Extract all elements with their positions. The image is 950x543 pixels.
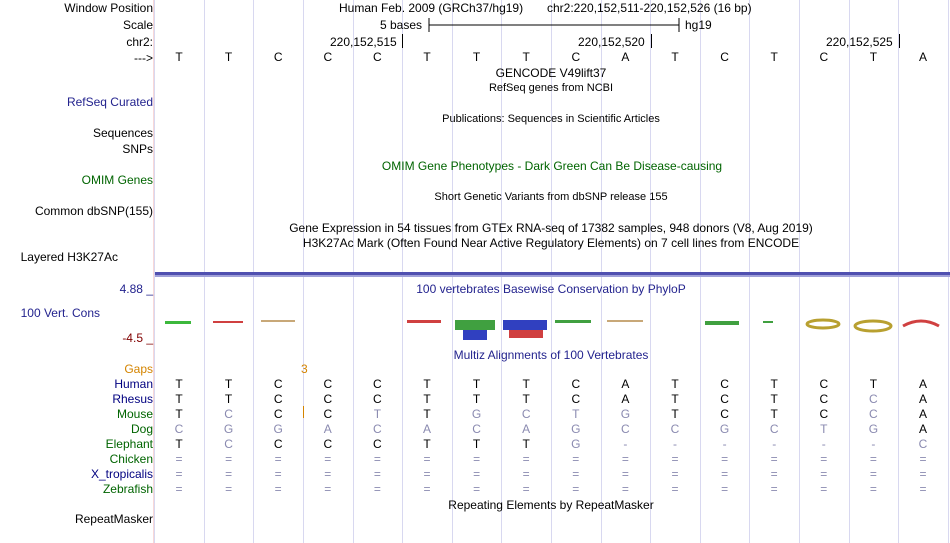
alignment-base: = <box>869 467 877 481</box>
alignment-base: T <box>423 437 431 451</box>
alignment-base: C <box>571 392 581 406</box>
alignment-base: = <box>522 467 530 481</box>
alignment-base: - <box>871 437 876 451</box>
alignment-base: C <box>621 422 630 436</box>
assembly-text: Human Feb. 2009 (GRCh37/hg19) <box>339 1 524 15</box>
species-label: Elephant <box>105 437 153 451</box>
alignment-base: T <box>373 407 382 421</box>
alignment-base: C <box>571 377 581 391</box>
alignment-base: C <box>720 407 729 421</box>
alignment-base: = <box>721 467 729 481</box>
alignment-base: = <box>225 452 233 466</box>
track-label-dbsnp[interactable]: Common dbSNP(155) <box>34 204 153 218</box>
reference-base: T <box>522 50 530 64</box>
alignment-base: - <box>673 437 677 451</box>
omim-title: OMIM Gene Phenotypes - Dark Green Can Be Disease-causing <box>381 159 723 173</box>
species-label: Rhesus <box>112 392 153 406</box>
alignment-base: = <box>225 467 233 481</box>
reference-base: C <box>819 50 829 64</box>
alignment-base: = <box>373 467 381 481</box>
gtex-title: Gene Expression in 54 tissues from GTEx RNA-seq of 17382 samples, 948 donors (V8, Aug 2019) <box>289 221 813 235</box>
db-text: hg19 <box>685 18 712 32</box>
alignment-base: C <box>720 392 729 406</box>
species-label: Zebrafish <box>102 482 153 496</box>
alignment-base: = <box>423 467 431 481</box>
species-label: Dog <box>130 422 153 436</box>
alignment-base: A <box>422 422 431 436</box>
alignment-base: C <box>224 407 233 421</box>
alignment-base: A <box>918 407 927 421</box>
alignment-base: C <box>769 422 779 436</box>
alignment-base: = <box>423 452 431 466</box>
alignment-base: = <box>621 482 629 496</box>
publications-title: Publications: Sequences in Scientific Articles <box>442 113 660 125</box>
alignment-base: T <box>472 377 481 391</box>
cons-min-label: -4.5 _ <box>122 331 153 345</box>
reference-base: T <box>869 50 878 64</box>
alignment-base: C <box>472 422 481 436</box>
alignment-base: = <box>820 452 828 466</box>
track-label-omim[interactable]: OMIM Genes <box>81 173 153 187</box>
alignment-base: C <box>224 437 233 451</box>
alignment-base: T <box>770 377 778 391</box>
alignment-base: = <box>522 482 530 496</box>
alignment-base: = <box>770 467 778 481</box>
species-label: Chicken <box>109 452 153 466</box>
alignment-base: = <box>621 467 629 481</box>
alignment-base: T <box>472 437 481 451</box>
alignment-base: A <box>621 392 630 406</box>
alignment-base: = <box>225 482 233 496</box>
alignment-base: T <box>175 437 183 451</box>
track-label-snps[interactable]: SNPs <box>122 142 153 156</box>
alignment-base: = <box>671 482 679 496</box>
alignment-base: = <box>919 482 927 496</box>
alignment-base: = <box>671 467 679 481</box>
alignment-base: C <box>670 422 680 436</box>
track-label-sequences[interactable]: Sequences <box>92 126 153 140</box>
species-label: Mouse <box>116 407 153 421</box>
position-text: chr2:220,152,511-220,152,526 (16 bp) <box>547 1 752 15</box>
alignment-base: T <box>423 377 431 391</box>
alignment-base: = <box>473 452 481 466</box>
gaps-value: 3 <box>301 362 308 376</box>
reference-base: T <box>472 50 481 64</box>
alignment-base: C <box>323 392 333 406</box>
alignment-base: A <box>323 422 332 436</box>
alignment-base: = <box>473 482 481 496</box>
alignment-base: C <box>373 437 382 451</box>
alignment-base: T <box>423 392 431 406</box>
alignment-base: = <box>869 482 877 496</box>
scale-text: 5 bases <box>380 18 423 32</box>
alignment-base: T <box>472 392 481 406</box>
alignment-base: T <box>175 392 183 406</box>
reference-base: C <box>720 50 729 64</box>
scale-label: Scale <box>122 18 153 32</box>
alignment-base: T <box>224 377 233 391</box>
multiz-title: Multiz Alignments of 100 Vertebrates <box>453 348 649 362</box>
alignment-base: T <box>770 407 778 421</box>
coord-tick-mark-1 <box>402 34 403 48</box>
species-label: Human <box>114 377 153 391</box>
alignment-base: = <box>671 452 679 466</box>
browser-image[interactable] <box>153 0 950 543</box>
species-label: X_tropicalis <box>90 467 153 481</box>
alignment-base: = <box>820 467 828 481</box>
alignment-base: = <box>770 452 778 466</box>
alignment-base: C <box>323 377 333 391</box>
alignment-base: A <box>522 422 531 436</box>
alignment-base: T <box>572 407 580 421</box>
reference-base: C <box>323 50 333 64</box>
alignment-base: = <box>274 452 282 466</box>
alignment-base: C <box>273 392 283 406</box>
reference-base: C <box>373 50 382 64</box>
dbsnp-title: Short Genetic Variants from dbSNP release 155 <box>434 191 668 203</box>
refseq-title: RefSeq genes from NCBI <box>488 82 614 94</box>
reference-base: T <box>224 50 233 64</box>
alignment-base: C <box>273 437 283 451</box>
reference-base: T <box>175 50 183 64</box>
alignment-base: C <box>918 437 928 451</box>
h3k27ac-signal-shade <box>155 275 950 277</box>
alignment-base: C <box>174 422 184 436</box>
alignment-base: = <box>572 467 580 481</box>
alignment-base: - <box>772 437 777 451</box>
coord-tick-2: 220,152,520 <box>578 35 645 49</box>
alignment-base: G <box>868 422 879 436</box>
alignment-base: G <box>719 422 730 436</box>
alignment-base: = <box>572 452 580 466</box>
repeatmasker-title: Repeating Elements by RepeatMasker <box>448 498 654 512</box>
alignment-base: = <box>621 452 629 466</box>
alignment-base: T <box>869 377 878 391</box>
alignment-base: = <box>324 467 332 481</box>
alignment-base: T <box>522 392 530 406</box>
alignment-base: C <box>323 437 333 451</box>
alignment-base: = <box>175 482 183 496</box>
alignment-base: G <box>471 407 482 421</box>
alignment-base: = <box>820 482 828 496</box>
alignment-base: T <box>671 377 679 391</box>
coord-tick-mark-2 <box>651 34 652 48</box>
track-label-cons[interactable]: 100 Vert. Cons <box>20 306 100 320</box>
alignment-base: = <box>274 467 282 481</box>
alignment-base: = <box>324 452 332 466</box>
strand-label: ---> <box>134 51 153 65</box>
chrom-label: chr2: <box>126 35 153 49</box>
h3k27ac-title: H3K27Ac Mark (Often Found Near Active Regulatory Elements) on 7 cell lines from ENCODE <box>302 236 800 250</box>
alignment-base: = <box>175 452 183 466</box>
track-label-refseq[interactable]: RefSeq Curated <box>66 95 153 109</box>
reference-base: A <box>918 50 927 64</box>
alignment-base: G <box>223 422 234 436</box>
scale-bar <box>428 17 680 33</box>
alignment-base: C <box>323 407 333 421</box>
alignment-base: = <box>473 467 481 481</box>
alignment-base: T <box>671 392 679 406</box>
alignment-base: = <box>869 452 877 466</box>
alignment-base: = <box>373 452 381 466</box>
alignment-base: T <box>522 437 530 451</box>
alignment-base: G <box>571 437 581 451</box>
cons-max-label: 4.88 _ <box>119 282 153 296</box>
alignment-base: G <box>571 422 581 436</box>
alignment-base: = <box>423 482 431 496</box>
reference-base: T <box>671 50 679 64</box>
alignment-base: T <box>175 377 183 391</box>
alignment-base: T <box>224 392 233 406</box>
conservation-logo <box>153 312 950 342</box>
reference-base: A <box>621 50 630 64</box>
alignment-base: C <box>373 377 382 391</box>
alignment-base: C <box>273 377 283 391</box>
alignment-base: C <box>373 392 382 406</box>
alignment-base: A <box>918 392 927 406</box>
alignment-base: T <box>671 407 679 421</box>
alignment-base: - <box>722 437 727 451</box>
alignment-base: = <box>770 482 778 496</box>
alignment-base: C <box>819 377 829 391</box>
coord-tick-1: 220,152,515 <box>330 35 397 49</box>
alignment-base: = <box>721 452 729 466</box>
alignment-base: T <box>175 407 183 421</box>
alignment-base: C <box>521 407 531 421</box>
coord-tick-mark-3 <box>899 34 900 48</box>
alignment-base: G <box>620 407 631 421</box>
alignment-base: A <box>621 377 630 391</box>
alignment-base: T <box>423 407 431 421</box>
track-label-repeatmasker[interactable]: RepeatMasker <box>74 512 153 526</box>
alignment-base: T <box>820 422 828 436</box>
alignment-base: = <box>721 482 729 496</box>
alignment-base: - <box>623 437 628 451</box>
coord-tick-3: 220,152,525 <box>826 35 893 49</box>
alignment-base: = <box>919 467 927 481</box>
window-position-label: Window Position <box>64 1 153 15</box>
alignment-base: C <box>273 407 283 421</box>
alignment-base: = <box>274 482 282 496</box>
alignment-base: = <box>522 452 530 466</box>
alignment-base: = <box>572 482 580 496</box>
gap-marker <box>303 406 304 418</box>
track-label-gaps: Gaps <box>124 362 153 376</box>
alignment-base: = <box>919 452 927 466</box>
alignment-base: = <box>373 482 381 496</box>
reference-base: T <box>770 50 778 64</box>
alignment-base: C <box>819 392 829 406</box>
alignment-base: C <box>819 407 829 421</box>
alignment-base: - <box>821 437 826 451</box>
alignment-base: C <box>869 407 878 421</box>
alignment-base: = <box>324 482 332 496</box>
phylop-title: 100 vertebrates Basewise Conservation by PhyloP <box>416 282 686 296</box>
alignment-base: C <box>869 392 878 406</box>
reference-base: T <box>423 50 431 64</box>
alignment-base: T <box>522 377 530 391</box>
alignment-base: A <box>918 422 927 436</box>
alignment-base: = <box>175 467 183 481</box>
alignment-base: A <box>918 377 927 391</box>
alignment-base: T <box>770 392 778 406</box>
reference-base: C <box>273 50 283 64</box>
alignment-base: C <box>373 422 382 436</box>
track-label-h3k27ac[interactable]: Layered H3K27Ac <box>20 250 118 264</box>
gencode-title: GENCODE V49lift37 <box>495 66 607 80</box>
alignment-base: G <box>273 422 283 436</box>
reference-base: C <box>571 50 581 64</box>
alignment-base: C <box>720 377 729 391</box>
